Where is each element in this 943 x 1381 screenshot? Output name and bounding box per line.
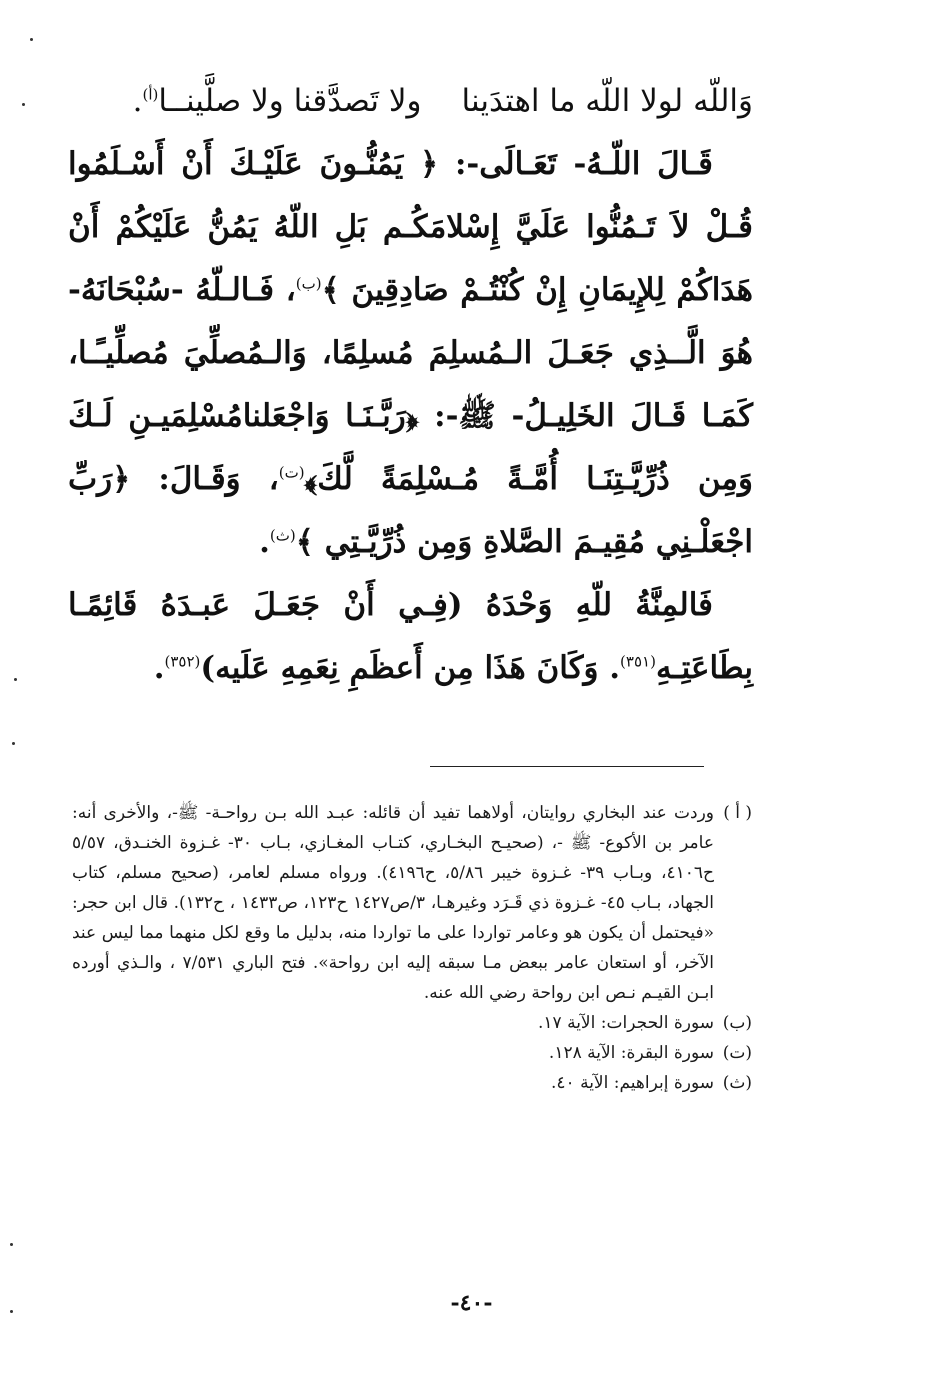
quran-verse-2: ﴿رَبَّـنَـا وَاجْعَلنامُسْلِمَيـنِ لَـكَ وَمِن ذُرِّيَّـتِنَـا أُمَّـةً مُـسْلِمَةً لَّكَ﴾ (68, 398, 754, 497)
footnote-mark: (ب) (722, 1013, 752, 1033)
scan-speck (30, 38, 33, 41)
paragraph-connector: ، وَقَـالَ: (130, 461, 279, 497)
endnote-ref-351: (٣٥١) (620, 652, 656, 671)
scan-speck (22, 103, 25, 106)
footnote-ref-th: (ث) (269, 526, 296, 545)
footnote-text: سورة الحجرات: الآية ١٧. (538, 1013, 714, 1033)
poem-hemistich-1: وَاللّه لولا اللّه ما اهتدَينا (461, 83, 753, 119)
footnote-a (72, 798, 752, 1008)
scan-speck (10, 1243, 13, 1246)
footnotes-section (72, 798, 752, 1098)
footnote-th (72, 1068, 752, 1098)
footnote-text: سورة إبراهيم: الآية ٤٠. (551, 1073, 714, 1093)
scan-speck (10, 1310, 13, 1313)
poem-hemistich-2: ولا تَصدَّقنا ولا صلَّينــا (158, 83, 422, 119)
poem-line: وَاللّه لولا اللّه ما اهتدَيناولا تَصدَّقنا ولا صلَّينــا$^{(أ)}$. (132, 83, 753, 119)
footnote-ref-t: (ت) (278, 463, 305, 482)
footnote-mark: ( أ ) (723, 803, 752, 823)
footnote-mark: (ت) (722, 1043, 752, 1063)
footnote-b (72, 1008, 752, 1038)
footnote-divider (430, 766, 704, 767)
quran-verse-3: ﴿رَبِّ اجْعَلْـنِي مُقِيـمَ الصَّلاةِ وَمِن ذُرِّيَّـتِي ﴾ (68, 461, 753, 560)
conclusion-line-1: فَالمِنَّةُ للّهِ وَحْدَهُ (فِـي أَنْ جَعَـلَ عَبـدَهُ قَائِمًـا بِطَاعَتِـهِ (68, 587, 753, 686)
main-text-block (68, 70, 753, 700)
footnote-mark: (ث) (722, 1073, 752, 1093)
footnote-text: سورة البقرة: الآية ١٢٨. (548, 1043, 714, 1063)
footnote-t (72, 1038, 752, 1068)
conclusion-line-2: وَكَانَ هَذَا مِن أَعظَمِ نِعَمِهِ عَلَيه) (200, 650, 599, 686)
paragraph-quranic: قَـالَ اللّـهُ- تَعَـالَى-: ﴿ يَمُنُّـونَ عَلَيْـكَ أَنْ أَسْـلَمُوا قُـلْ لاَ تَـمُنُّوا عَلَيَّ إِسْلامَكُـم بَلِ اللّهُ يَمُنُّ عَلَيْكُمْ أَنْ هَدَاكُمْ لِلإِيمَانِ إِنْ كُنْتُـمْ صَادِقِينَ ﴾$^{(ب)}$، فَـالـلّهُ -سُبْحَانَهُ- هُوَ الَّــذِي جَعَـلَ الـمُسلِمَ مُسلِمًا، وَالـمُصلِّيَ مُصلِّيـًـا، كَمَـا قَـالَ الخَلِيـلُ- ﷺ-: ﴿رَبَّـنَـا وَاجْعَلنامُسْلِمَيـنِ لَـكَ وَمِن ذُرِّيَّـتِنَـا أُمَّـةً مُـسْلِمَةً لَّكَ﴾$^{(ت)}$، وَقَـالَ: ﴿رَبِّ اجْعَلْـنِي مُقِيـمَ الصَّلاةِ وَمِن ذُرِّيَّـتِي ﴾$^{(ث)}$. (68, 146, 754, 560)
page-number: -٤٠- (450, 1290, 493, 1316)
footnote-ref-a: (أ) (142, 85, 159, 104)
scan-speck (14, 678, 17, 681)
footnote-ref-b: (ب) (295, 274, 322, 293)
quran-verse-1: ﴿ يَمُنُّـونَ عَلَيْـكَ أَنْ أَسْـلَمُوا قُـلْ لاَ تَـمُنُّوا عَلَيَّ إِسْلامَكُـم بَلِ اللّهُ يَمُنُّ عَلَيْكُمْ أَنْ هَدَاكُمْ لِلإِيمَانِ إِنْ كُنْتُـمْ صَادِقِينَ ﴾ (68, 146, 753, 308)
scan-speck (12, 742, 15, 745)
paragraph-middle: ، فَـالـلّهُ -سُبْحَانَهُ- هُوَ الَّــذِي جَعَـلَ الـمُسلِمَ مُسلِمًا، وَالـمُصلِّيَ مُصلِّيـًـا، كَمَـا قَـالَ الخَلِيـلُ- ﷺ-: (68, 272, 753, 434)
paragraph-conclusion: فَالمِنَّةُ للّهِ وَحْدَهُ (فِـي أَنْ جَعَـلَ عَبـدَهُ قَائِمًـا بِطَاعَتِـهِ$^{(٣٥١)}$. وَكَانَ هَذَا مِن أَعظَمِ نِعَمِهِ عَلَيه)$^{(٣٥٢)}$. (68, 587, 753, 686)
footnote-text: وردت عند البخاري روايتان، أولاهما تفيد أن قائله: عبـد الله بـن رواحـة- ﷺ-، والأخرى أنه: عامر بن الأكوع- ﷺ -، (صحيـح البخـاري، كتـاب المغـازي، بـاب ٣٠- غـزوة الخنـدق، ٥/٥٧ ح٤١٠٦، وبـاب ٣٩- غـزوة خيبر ٥/٨٦، ح٤١٩٦). ورواه مسلم لعامر، (صحيح مسلم، كتاب الجهاد، بـاب ٤٥- غـزوة ذي قَـرَد وغيرهـا، ٣/ص١٤٢٧ ح١٢٣، ص١٤٣٣ ، ح١٣٢). قال ابن حجر: «فيحتمل أن يكون هو وعامر تواردا على ما تواردا منه، بدليل ما وقع لكل منهما مما ليس عند الآخر، أو استعان عامر ببعض مـا سبقه إليه ابن رواحة». فتح الباري ٧/٥٣١ ، والـذي أورده ابـن القيـم نـص ابن رواحة رضي الله عنه. (72, 803, 715, 1003)
paragraph-lead: قَـالَ اللّـهُ- تَعَـالَى-: (438, 146, 713, 182)
endnote-ref-352: (٣٥٢) (164, 652, 201, 671)
